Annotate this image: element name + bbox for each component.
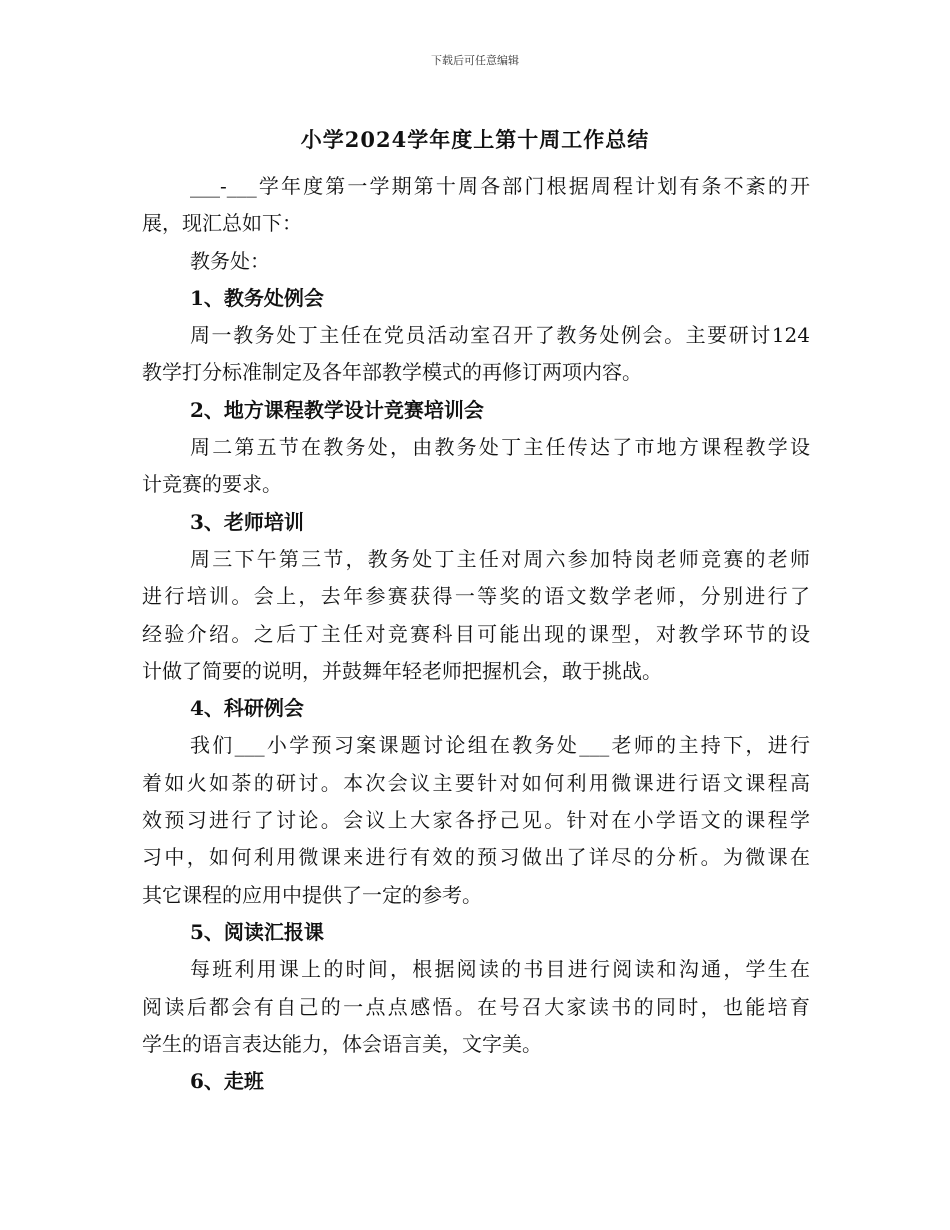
paragraph-line: 周一教务处丁主任在党员活动室召开了教务处例会。主要研讨124 [190, 323, 810, 348]
section-heading: 1、教务处例会 [190, 285, 324, 310]
paragraph-line: 每班利用课上的时间，根据阅读的书目进行阅读和沟通，学生在 [190, 957, 810, 982]
paragraph-line: 周三下午第三节，教务处丁主任对周六参加特岗老师竞赛的老师 [190, 546, 810, 571]
paragraph-line: 教学打分标准制定及各年部教学模式的再修订两项内容。 [142, 360, 642, 385]
page-header: 下载后可任意编辑 [431, 54, 519, 67]
paragraph-line: 进行培训。会上，去年参赛获得一等奖的语文数学老师，分别进行了 [142, 584, 810, 609]
paragraph-line: 习中，如何利用微课来进行有效的预习做出了详尽的分析。为微课在 [142, 845, 810, 870]
paragraph-line: 着如火如荼的研讨。本次会议主要针对如何利用微课进行语文课程高 [142, 770, 810, 795]
section-heading: 4、科研例会 [190, 696, 304, 721]
paragraph-line: 经验介绍。之后丁主任对竞赛科目可能出现的课型，对教学环节的设 [142, 621, 810, 646]
paragraph-line: 教务处： [190, 248, 270, 273]
section-heading: 6、走班 [190, 1069, 264, 1094]
paragraph-line: 计做了简要的说明，并鼓舞年轻老师把握机会，敢于挑战。 [142, 658, 662, 683]
paragraph-line: 展，现汇总如下： [142, 211, 302, 236]
paragraph-line: 周二第五节在教务处，由教务处丁主任传达了市地方课程教学设 [190, 435, 810, 460]
document-body [142, 168, 810, 1100]
section-heading: 2、地方课程教学设计竞赛培训会 [190, 397, 484, 422]
paragraph-line: 其它课程的应用中提供了一定的参考。 [142, 882, 482, 907]
paragraph-line: 学生的语言表达能力，体会语言美，文字美。 [142, 1031, 542, 1056]
section-heading: 3、老师培训 [190, 509, 304, 534]
paragraph-line: ___-___学年度第一学期第十周各部门根据周程计划有条不紊的开 [190, 174, 810, 198]
paragraph-line: 计竞赛的要求。 [142, 472, 282, 497]
document-title: 小学2024学年度上第十周工作总结 [300, 127, 650, 152]
paragraph-line: 效预习进行了讨论。会议上大家各抒己见。针对在小学语文的课程学 [142, 808, 810, 833]
section-heading: 5、阅读汇报课 [190, 919, 324, 944]
paragraph-line: 阅读后都会有自己的一点点感悟。在号召大家读书的同时，也能培育 [142, 994, 810, 1019]
paragraph-line: 我们___小学预习案课题讨论组在教务处___老师的主持下，进行 [190, 733, 810, 758]
